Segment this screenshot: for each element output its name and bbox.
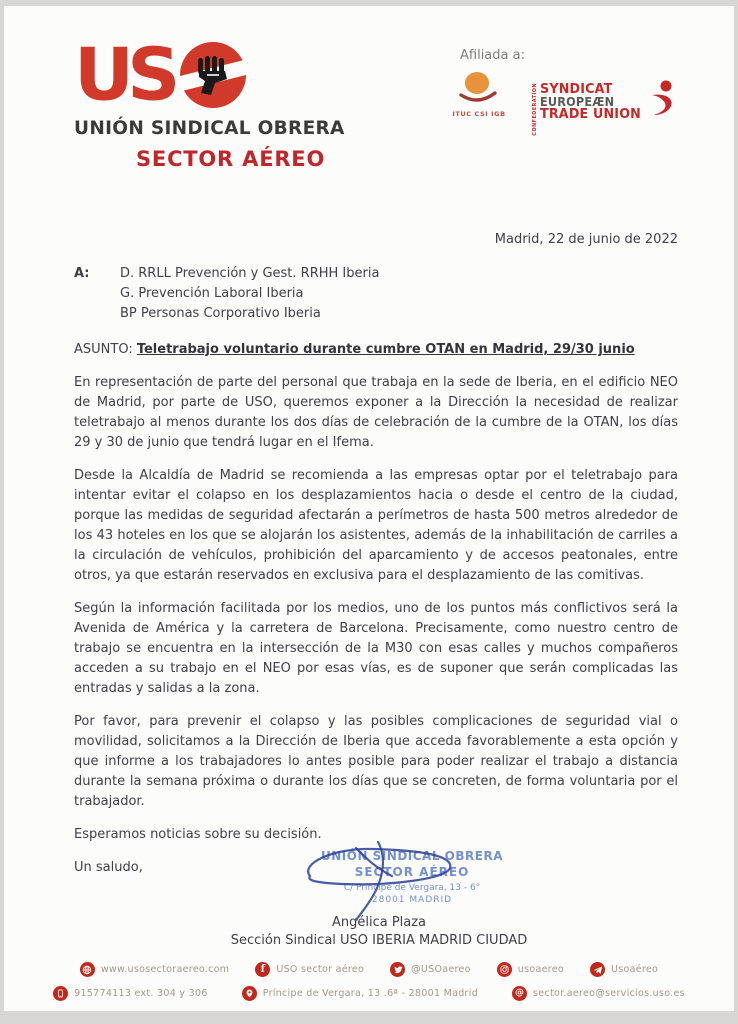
ituc-logo xyxy=(446,71,512,118)
ituc-mark-icon xyxy=(451,71,507,105)
stamp-line1: UNIÓN SINDICAL OBRERA xyxy=(321,849,503,863)
affiliation-label: Afiliada a: xyxy=(460,48,525,63)
uso-logotype-us: US xyxy=(74,32,174,118)
subject-text: Teletrabajo voluntario durante cumbre OTAN en Madrid, 29/30 junio xyxy=(136,342,635,357)
etuc-swoosh-icon xyxy=(650,79,676,119)
signer-name: Angélica Plaza xyxy=(331,915,427,930)
etuc-vertical-text: CONFEDERATION xyxy=(532,83,538,136)
stamp-line2: SECTOR AÉREO xyxy=(354,865,470,879)
paragraph-2: Desde la Alcaldía de Madrid se recomienda a las empresas optar por el teletrabajo para intentar evitar el colapso en los desplazamientos hacia o desde el centro de la ciudad, porque las medidas de seguridad afectarán a perímetros de hasta 500 metros alrededor de los 43 hoteles en los que se alojarán los asistentes, además de la inhabilitación de carriles a la circulación de vehículos, prohibición del aparcamiento y de accesos peatonales, entre otros, ya que estarán reservados en exclusiva para el desplazamiento de las comitivas. xyxy=(74,468,678,583)
paragraph-1: En representación de parte del personal que trabaja en la sede de Iberia, en el edificio NEO de Madrid, por parte de USO, queremos exponer a la Dirección la necesidad de realizar teletrabajo al menos durante los dos días de celebración de la cumbre de la OTAN, los días 29 y 30 de junio que tendrá lugar en el Ifema. xyxy=(74,375,678,450)
uso-logotype xyxy=(74,32,334,118)
at-icon: @ xyxy=(512,986,527,1001)
footer-website xyxy=(80,962,229,977)
footer-address-label: Príncipe de Vergara, 13 .6ª - 28001 Madrid xyxy=(262,988,479,999)
stamp-line4: 28001 MADRID xyxy=(371,895,453,905)
footer-row-1 xyxy=(4,962,734,977)
paragraph-3: Según la información facilitada por los medios, uno de los puntos más conflictivos será la Avenida de América y la carretera de Barcelona. Precisamente, como nuestro centro de trabajo se encuentra en la intersección de la M30 con esas calles y muchos compañeros acceden a su trabajo en el NEO por esas vías, es de suponer que serán complicadas las entradas y salidas a la zona. xyxy=(74,601,678,696)
recipient-line: G. Prevención Laboral Iberia xyxy=(120,286,304,301)
globe-icon xyxy=(80,962,95,977)
paragraph-4: Por favor, para prevenir el colapso y las posibles complicaciones de seguridad vial o movilidad, solicitamos a la Dirección de Iberia que acceda favorablemente a esta opción y que informe a los trabajadores lo antes posible para poder realizar el trabajo a distancia durante la semana próxima o durante los días que se concreten, de forma voluntaria por el trabajador. xyxy=(74,714,678,809)
letter-page xyxy=(4,6,734,1011)
footer-twitter-label: @USOaereo xyxy=(411,964,471,975)
phone-icon xyxy=(53,986,68,1001)
footer-row-2 xyxy=(4,986,734,1001)
uso-o-fist-icon xyxy=(177,39,249,111)
footer-email-label: sector.aereo@servicios.uso.es xyxy=(533,988,685,999)
signature-block xyxy=(124,914,634,950)
footer xyxy=(4,962,734,1010)
twitter-icon xyxy=(390,962,405,977)
footer-phone xyxy=(53,986,208,1001)
footer-telegram-label: Usoaéreo xyxy=(611,964,659,975)
subject-line xyxy=(74,340,678,360)
date-line: Madrid, 22 de junio de 2022 xyxy=(494,232,678,247)
uso-org-name: UNIÓN SINDICAL OBRERA xyxy=(74,118,345,139)
recipients-label: A: xyxy=(74,266,90,281)
footer-address xyxy=(242,986,478,1001)
salutation-line: Un saludo, xyxy=(74,860,143,875)
etuc-line3: TRADE UNION xyxy=(540,106,642,122)
footer-website-label: www.usosectoraereo.com xyxy=(100,964,230,975)
footer-telegram xyxy=(590,962,658,977)
etuc-line1: SYNDICAT xyxy=(540,81,613,97)
etuc-line2: EUROPEÆN xyxy=(540,95,615,109)
location-pin-icon xyxy=(242,986,257,1001)
signer-section: Sección Sindical USO IBERIA MADRID CIUDAD xyxy=(230,933,528,948)
uso-logo xyxy=(74,32,345,171)
facebook-icon: f xyxy=(255,962,270,977)
footer-phone-label: 915774113 ext. 304 y 306 xyxy=(74,988,208,999)
footer-instagram xyxy=(497,962,564,977)
recipient-line: D. RRLL Prevención y Gest. RRHH Iberia xyxy=(120,266,380,281)
etuc-logo xyxy=(532,83,676,136)
footer-instagram-label: usoaereo xyxy=(517,964,564,975)
footer-twitter xyxy=(390,962,471,977)
footer-facebook-label: USO sector aéreo xyxy=(276,964,365,975)
stamp-line3: C/ Príncipe de Vergara, 13 - 6° xyxy=(343,883,481,893)
recipient-line: BP Personas Corporativo Iberia xyxy=(120,306,321,321)
footer-email xyxy=(512,986,685,1001)
letter-body xyxy=(74,230,678,891)
uso-sector-name: SECTOR AÉREO xyxy=(136,147,326,171)
footer-facebook xyxy=(255,962,364,977)
ituc-label: ITUC CSI IGB xyxy=(452,110,506,118)
subject-label: ASUNTO: xyxy=(74,342,137,357)
instagram-icon xyxy=(497,962,512,977)
closing-line: Esperamos noticias sobre su decisión. xyxy=(74,827,322,842)
affiliation-block xyxy=(446,48,676,136)
telegram-icon xyxy=(590,962,605,977)
recipients-block xyxy=(74,264,678,324)
